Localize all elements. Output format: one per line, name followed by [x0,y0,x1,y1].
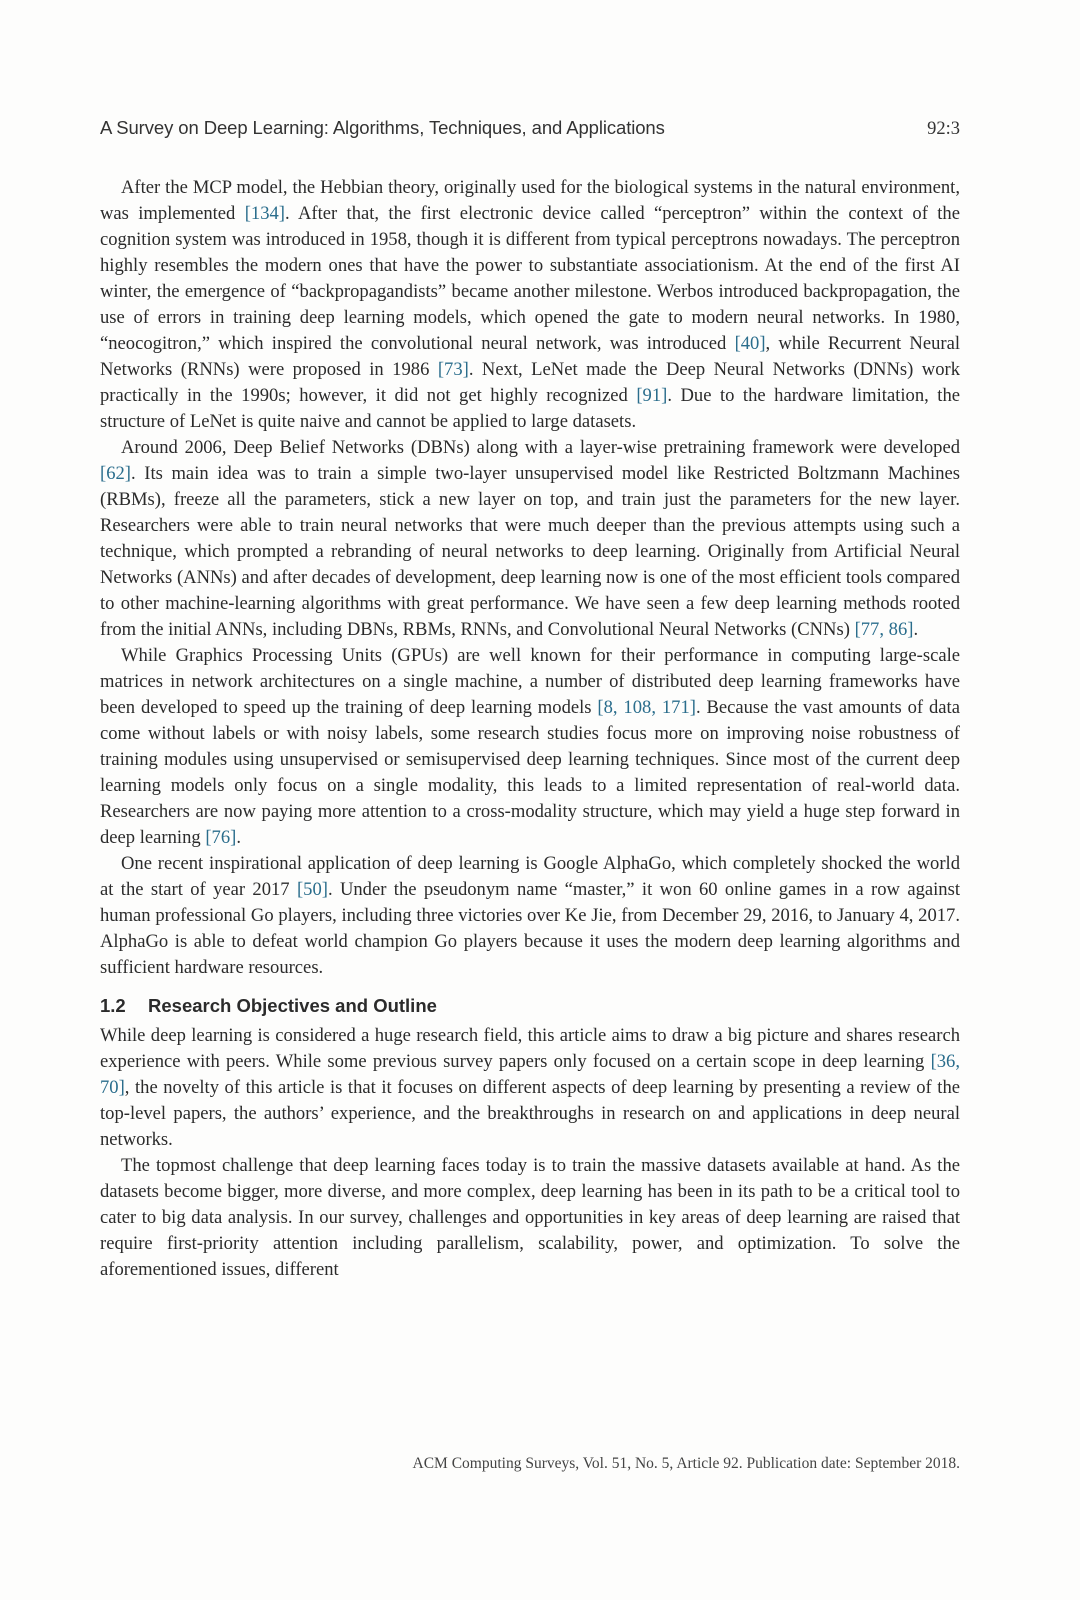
section-number: 1.2 [100,995,126,1016]
page-footer: ACM Computing Surveys, Vol. 51, No. 5, Article 92. Publication date: September 2018. [412,1455,960,1472]
citation-link[interactable]: [76] [205,827,237,848]
citation-link[interactable]: [50] [296,879,328,900]
paragraph: While Graphics Processing Units (GPUs) are well known for their performance in computing large-scale matrices in network architectures on a single machine, a number of distributed deep learning frameworks have been developed to speed up the training of deep learning models [8, 108, 171]. Because the vast amounts of data come without labels or with noisy labels, some research studies focus more on improving noise robustness of training modules using unsupervised or semisupervised deep learning techniques. Since most of the current deep learning models only focus on a single modality, this leads to a limited representation of real-world data. Researchers are now paying more attention to a cross-modality structure, which may yield a huge step forward in deep learning [76]. [100,645,960,848]
citation-link[interactable]: [91] [636,385,668,406]
paragraph: The topmost challenge that deep learning faces today is to train the massive datasets available at hand. As the datasets become bigger, more diverse, and more complex, deep learning has been in its path to be a critical tool to cater to big data analysis. In our survey, challenges and opportunities in key areas of deep learning are raised that require first-priority attention including parallelism, scalability, power, and optimization. To solve the aforementioned issues, different [100,1155,960,1280]
section-title: Research Objectives and Outline [148,995,437,1016]
intro-paragraphs [100,175,960,981]
paragraph: One recent inspirational application of deep learning is Google AlphaGo, which completely shocked the world at the start of year 2017 [50]. Under the pseudonym name “master,” it won 60 online games in a row against human professional Go players, including three victories over Ke Jie, from December 29, 2016, to January 4, 2017. AlphaGo is able to defeat world champion Go players because it uses the modern deep learning algorithms and sufficient hardware resources. [100,853,960,978]
citation-link[interactable]: [36, 70] [100,1051,960,1098]
section-heading [100,993,960,1019]
citation-link[interactable]: [77, 86] [854,619,914,640]
citation-link[interactable]: [40] [734,333,766,354]
citation-link[interactable]: [73] [437,359,469,380]
article-body [100,175,960,1283]
running-header [100,117,960,140]
running-title: A Survey on Deep Learning: Algorithms, Techniques, and Applications [100,117,665,138]
page-number: 92:3 [927,119,960,139]
section-paragraphs [100,1023,960,1283]
citation-link[interactable]: [8, 108, 171] [597,697,696,718]
paragraph: While deep learning is considered a huge research field, this article aims to draw a big picture and shares research experience with peers. While some previous survey papers only focused on a certain scope in deep learning [36, 70], the novelty of this article is that it focuses on different aspects of deep learning by presenting a review of the top-level papers, the authors’ experience, and the breakthroughs in research on and applications in deep neural networks. [100,1025,960,1150]
paragraph: After the MCP model, the Hebbian theory, originally used for the biological systems in the natural environment, was implemented [134]. After that, the first electronic device called “perceptron” within the context of the cognition system was introduced in 1958, though it is different from typical perceptrons nowadays. The perceptron highly resembles the modern ones that have the power to substantiate associationism. At the end of the first AI winter, the emergence of “backpropagandists” became another milestone. Werbos introduced backpropagation, the use of errors in training deep learning models, which opened the gate to modern neural networks. In 1980, “neocogitron,” which inspired the convolutional neural network, was introduced [40], while Recurrent Neural Networks (RNNs) were proposed in 1986 [73]. Next, LeNet made the Deep Neural Networks (DNNs) work practically in the 1990s; however, it did not get highly recognized [91]. Due to the hardware limitation, the structure of LeNet is quite naive and cannot be applied to large datasets. [100,177,961,432]
citation-link[interactable]: [62] [100,463,131,484]
paragraph: Around 2006, Deep Belief Networks (DBNs) along with a layer-wise pretraining framework were developed [62]. Its main idea was to train a simple two-layer unsupervised model like Restricted Boltzmann Machines (RBMs), freeze all the parameters, stick a new layer on top, and train just the parameters for the new layer. Researchers were able to train neural networks that were much deeper than the previous attempts using such a technique, which prompted a rebranding of neural networks to deep learning. Originally from Artificial Neural Networks (ANNs) and after decades of development, deep learning now is one of the most efficient tools compared to other machine-learning algorithms with great performance. We have seen a few deep learning methods rooted from the initial ANNs, including DBNs, RBMs, RNNs, and Convolutional Neural Networks (CNNs) [77, 86]. [100,437,960,640]
citation-link[interactable]: [134] [244,203,285,224]
